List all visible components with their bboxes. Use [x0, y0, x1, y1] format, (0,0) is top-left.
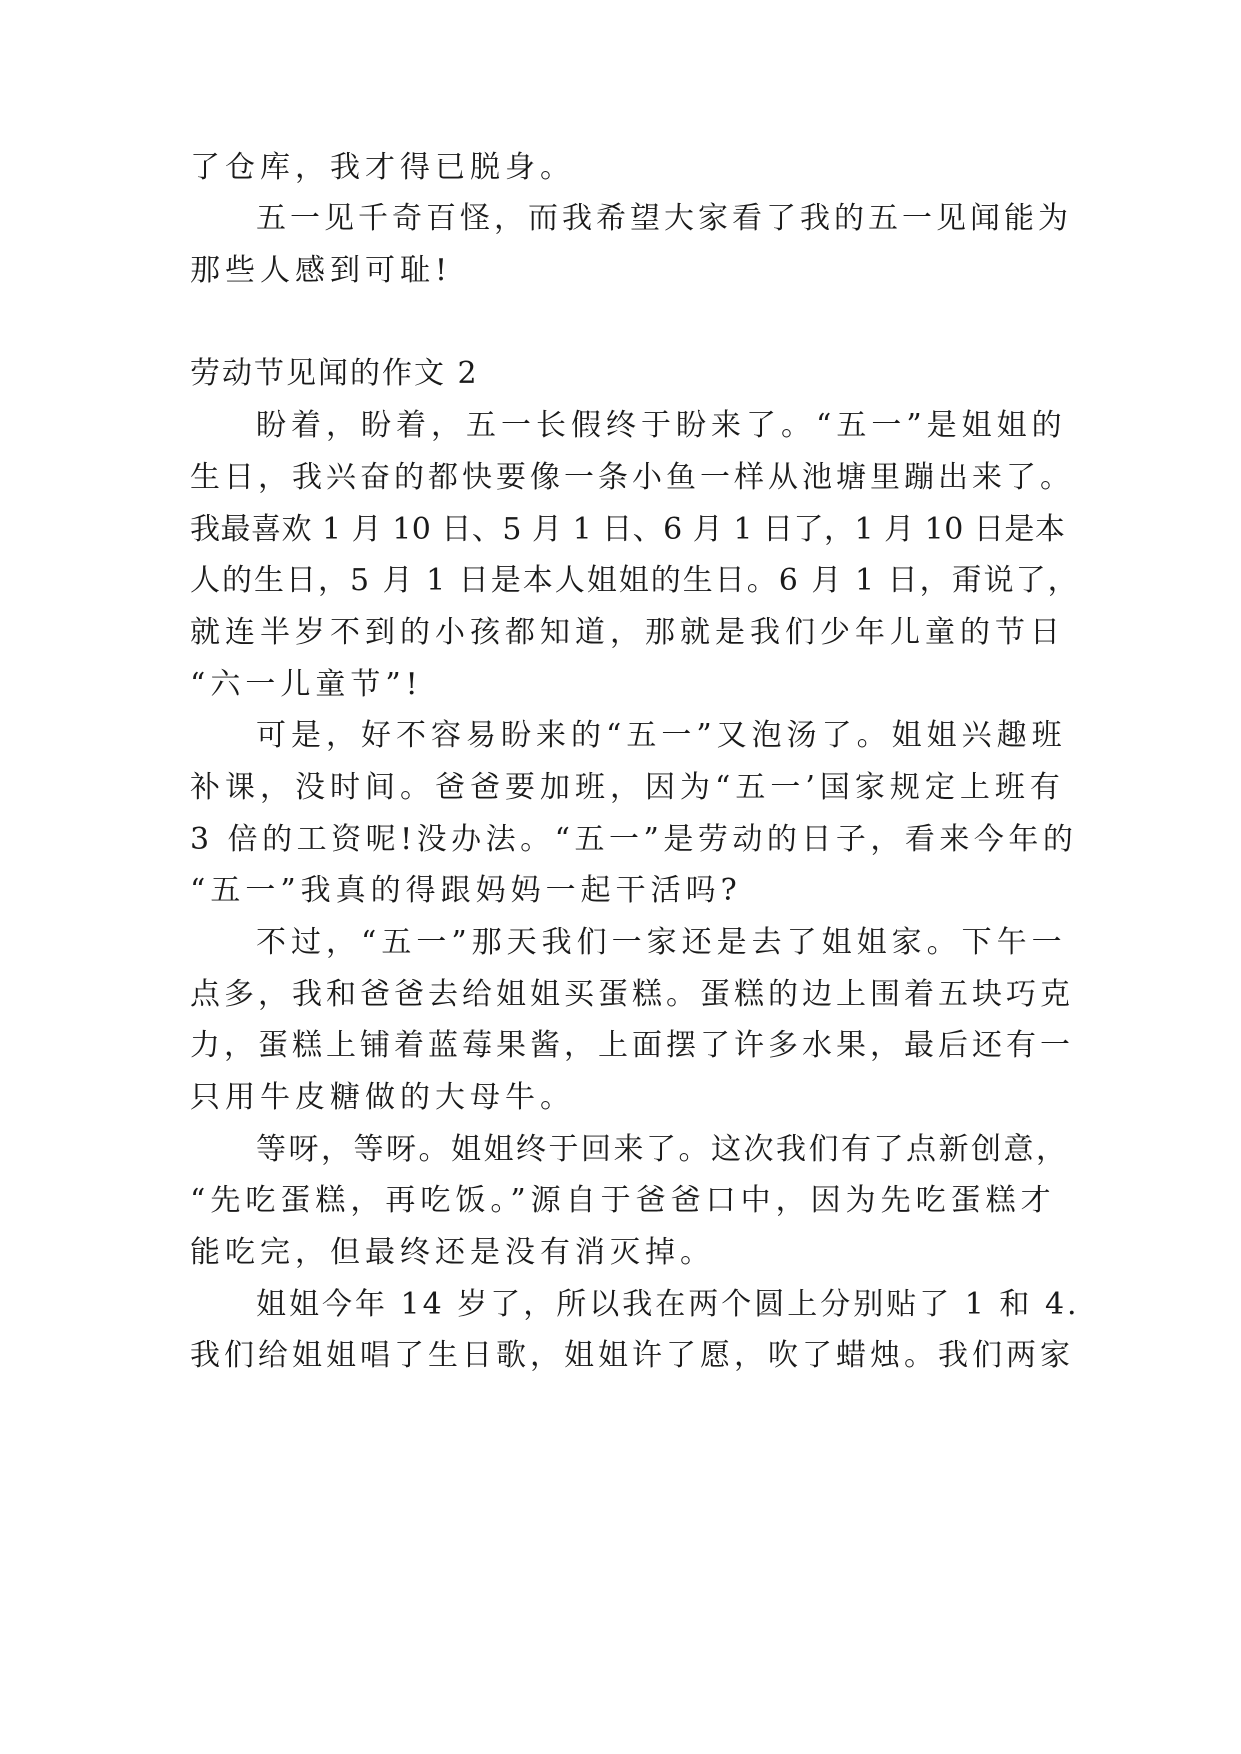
- text-line: 能吃完，但最终还是没有消灭掉。: [190, 1235, 715, 1270]
- text-line: 五一见千奇百怪，而我希望大家看了我的五一见闻能为: [256, 201, 1072, 236]
- text-line: 姐姐今年 14 岁了，所以我在两个圆上分别贴了 1 和 4.: [256, 1287, 1080, 1322]
- text-line: 盼着，盼着，五一长假终于盼来了。“五一”是姐姐的: [256, 408, 1067, 443]
- text-line: 可是，好不容易盼来的“五一”又泡汤了。姐姐兴趣班: [256, 718, 1067, 753]
- text-line: 人的生日，5 月 1 日是本人姐姐的生日。6 月 1 日，甭说了，: [190, 563, 1080, 598]
- text-line: 等呀，等呀。姐姐终于回来了。这次我们有了点新创意，: [256, 1132, 1069, 1167]
- text-line: 3 倍的工资呢!没办法。“五一”是劳动的日子，看来今年的: [190, 822, 1078, 857]
- text-line: 我们给姐姐唱了生日歌，姐姐许了愿，吹了蜡烛。我们两家: [190, 1338, 1074, 1373]
- text-line: 补课，没时间。爸爸要加班，因为“五一’国家规定上班有: [190, 770, 1065, 805]
- text-line: 生日，我兴奋的都快要像一条小鱼一样从池塘里蹦出来了。: [190, 460, 1074, 495]
- section-heading: 劳动节见闻的作文 2: [190, 356, 479, 391]
- text-line: 我最喜欢 1 月 10 日、5 月 1 日、6 月 1 日了，1 月 10 日是本: [190, 512, 1066, 547]
- text-line: “五一”我真的得跟妈妈一起干活吗?: [190, 873, 742, 908]
- text-line: 了仓库，我才得已脱身。: [190, 150, 575, 185]
- text-line: “先吃蛋糕，再吃饭。”源自于爸爸口中，因为先吃蛋糕才: [190, 1183, 1056, 1218]
- text-line: 不过，“五一”那天我们一家还是去了姐姐家。下午一: [256, 925, 1067, 960]
- text-line: 只用牛皮糖做的大母牛。: [190, 1080, 575, 1115]
- text-line: 就连半岁不到的小孩都知道，那就是我们少年儿童的节日: [190, 615, 1065, 650]
- text-line: 力，蛋糕上铺着蓝莓果酱，上面摆了许多水果，最后还有一: [190, 1028, 1074, 1063]
- text-line: “六一儿童节”!: [190, 667, 423, 702]
- text-line: 点多，我和爸爸去给姐姐买蛋糕。蛋糕的边上围着五块巧克: [190, 977, 1074, 1012]
- text-line: 那些人感到可耻!: [190, 253, 453, 288]
